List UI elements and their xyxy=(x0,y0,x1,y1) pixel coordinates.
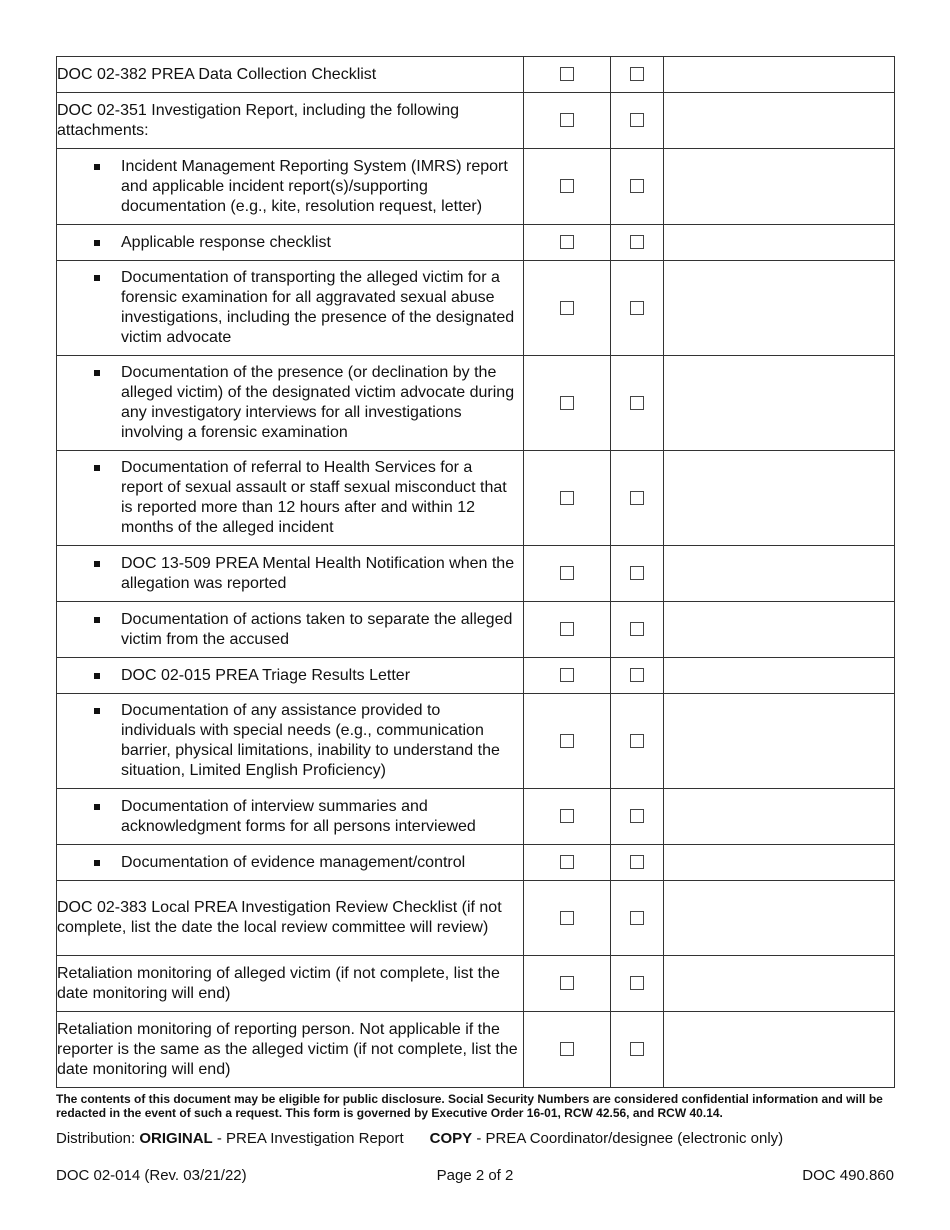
checkbox-na[interactable] xyxy=(630,67,644,81)
checkbox-complete[interactable] xyxy=(560,911,574,925)
policy-number: DOC 490.860 xyxy=(802,1167,894,1184)
disclosure-notice: The contents of this document may be eligible for public disclosure. Social Security Numbers are considered confidential information and will be redacted in the event of such a request. This form is governed by Executive Order 16-01, RCW 42.56, and RCW 40.14. xyxy=(56,1092,883,1120)
bullet-icon xyxy=(57,458,121,478)
comment-cell[interactable] xyxy=(664,694,895,789)
comment-cell[interactable] xyxy=(664,602,895,658)
comment-cell[interactable] xyxy=(664,658,895,694)
item-label: Documentation of interview summaries and acknowledgment forms for all persons interviewed xyxy=(121,797,476,835)
bullet-icon xyxy=(57,701,121,721)
checkbox-complete[interactable] xyxy=(560,566,574,580)
table-row xyxy=(57,881,895,956)
checkbox-na[interactable] xyxy=(630,113,644,127)
comment-cell[interactable] xyxy=(664,93,895,149)
bullet-icon xyxy=(57,233,121,253)
checkbox-complete[interactable] xyxy=(560,301,574,315)
copy-label: COPY xyxy=(429,1130,473,1147)
item-label: Incident Management Reporting System (IMRS) report and applicable incident report(s)/supporting documentation (e.g., kite, resolution request, letter) xyxy=(121,157,508,215)
table-row xyxy=(57,57,895,93)
comment-cell[interactable] xyxy=(664,356,895,451)
comment-cell[interactable] xyxy=(664,956,895,1012)
table-row xyxy=(57,225,895,261)
checkbox-complete[interactable] xyxy=(560,622,574,636)
copy-text: - PREA Coordinator/designee (electronic only) xyxy=(476,1130,784,1147)
item-label: DOC 13-509 PREA Mental Health Notification when the allegation was reported xyxy=(121,554,515,592)
table-row xyxy=(57,789,895,845)
comment-cell[interactable] xyxy=(664,225,895,261)
checkbox-complete[interactable] xyxy=(560,668,574,682)
item-label: Retaliation monitoring of alleged victim (if not complete, list the date monitoring will end) xyxy=(57,956,524,1012)
bullet-icon xyxy=(57,666,121,686)
checkbox-complete[interactable] xyxy=(560,855,574,869)
table-row xyxy=(57,93,895,149)
distribution-line xyxy=(56,1130,783,1148)
item-label: Retaliation monitoring of reporting person. Not applicable if the reporter is the same as the alleged victim (if not complete, list the date monitoring will end) xyxy=(57,1012,524,1088)
checklist-table xyxy=(56,56,895,1088)
checkbox-complete[interactable] xyxy=(560,809,574,823)
bullet-icon xyxy=(57,797,121,817)
comment-cell[interactable] xyxy=(664,451,895,546)
comment-cell[interactable] xyxy=(664,57,895,93)
checkbox-na[interactable] xyxy=(630,809,644,823)
checkbox-na[interactable] xyxy=(630,179,644,193)
item-label: Documentation of referral to Health Services for a report of sexual assault or staff sexual misconduct that is reported more than 12 hours after and within 12 months of the alleged incident xyxy=(121,459,507,536)
checkbox-na[interactable] xyxy=(630,301,644,315)
checkbox-na[interactable] xyxy=(630,491,644,505)
bullet-icon xyxy=(57,853,121,873)
item-label: Applicable response checklist xyxy=(121,233,331,251)
comment-cell[interactable] xyxy=(664,261,895,356)
checkbox-na[interactable] xyxy=(630,622,644,636)
original-label: ORIGINAL xyxy=(139,1130,213,1147)
table-row xyxy=(57,694,895,789)
item-label: Documentation of transporting the alleged victim for a forensic examination for all aggravated sexual abuse investigations, including the presence of the designated victim advocate xyxy=(121,269,515,346)
checkbox-complete[interactable] xyxy=(560,235,574,249)
table-row xyxy=(57,149,895,225)
comment-cell[interactable] xyxy=(664,789,895,845)
item-label: DOC 02-015 PREA Triage Results Letter xyxy=(121,666,411,684)
checkbox-na[interactable] xyxy=(630,976,644,990)
checkbox-na[interactable] xyxy=(630,566,644,580)
table-row xyxy=(57,658,895,694)
checkbox-complete[interactable] xyxy=(560,1042,574,1056)
table-row xyxy=(57,261,895,356)
item-label: Documentation of the presence (or declination by the alleged victim) of the designated victim advocate during any investigatory interviews for all investigations involving a forensic examination xyxy=(121,364,515,441)
checkbox-na[interactable] xyxy=(630,235,644,249)
item-label: DOC 02-382 PREA Data Collection Checklist xyxy=(57,57,524,93)
checkbox-na[interactable] xyxy=(630,668,644,682)
distribution-label: Distribution: xyxy=(56,1130,136,1147)
bullet-icon xyxy=(57,268,121,288)
checkbox-complete[interactable] xyxy=(560,976,574,990)
table-row xyxy=(57,451,895,546)
checkbox-complete[interactable] xyxy=(560,113,574,127)
bullet-icon xyxy=(57,610,121,630)
original-text: - PREA Investigation Report xyxy=(216,1130,404,1147)
checkbox-complete[interactable] xyxy=(560,179,574,193)
checkbox-complete[interactable] xyxy=(560,734,574,748)
item-label: DOC 02-351 Investigation Report, including the following attachments: xyxy=(57,93,524,149)
bullet-icon xyxy=(57,363,121,383)
checkbox-complete[interactable] xyxy=(560,491,574,505)
item-label: DOC 02-383 Local PREA Investigation Review Checklist (if not complete, list the date the local review committee will review) xyxy=(57,881,524,956)
bullet-icon xyxy=(57,157,121,177)
table-row xyxy=(57,956,895,1012)
checkbox-complete[interactable] xyxy=(560,396,574,410)
checkbox-complete[interactable] xyxy=(560,67,574,81)
table-row xyxy=(57,602,895,658)
table-row xyxy=(57,356,895,451)
comment-cell[interactable] xyxy=(664,1012,895,1088)
checkbox-na[interactable] xyxy=(630,855,644,869)
checkbox-na[interactable] xyxy=(630,396,644,410)
comment-cell[interactable] xyxy=(664,881,895,956)
item-label: Documentation of actions taken to separate the alleged victim from the accused xyxy=(121,610,513,648)
table-row xyxy=(57,845,895,881)
page-number: Page 2 of 2 xyxy=(436,1167,514,1184)
form-number: DOC 02-014 (Rev. 03/21/22) xyxy=(56,1167,247,1184)
comment-cell[interactable] xyxy=(664,546,895,602)
bullet-icon xyxy=(57,554,121,574)
table-row xyxy=(57,1012,895,1088)
comment-cell[interactable] xyxy=(664,845,895,881)
item-label: Documentation of any assistance provided to individuals with special needs (e.g., communication barrier, physical limitations, inability to understand the situation, Limited English Proficiency) xyxy=(121,702,500,779)
checkbox-na[interactable] xyxy=(630,734,644,748)
comment-cell[interactable] xyxy=(664,149,895,225)
table-row xyxy=(57,546,895,602)
checkbox-na[interactable] xyxy=(630,1042,644,1056)
item-label: Documentation of evidence management/control xyxy=(121,853,466,871)
checkbox-na[interactable] xyxy=(630,911,644,925)
